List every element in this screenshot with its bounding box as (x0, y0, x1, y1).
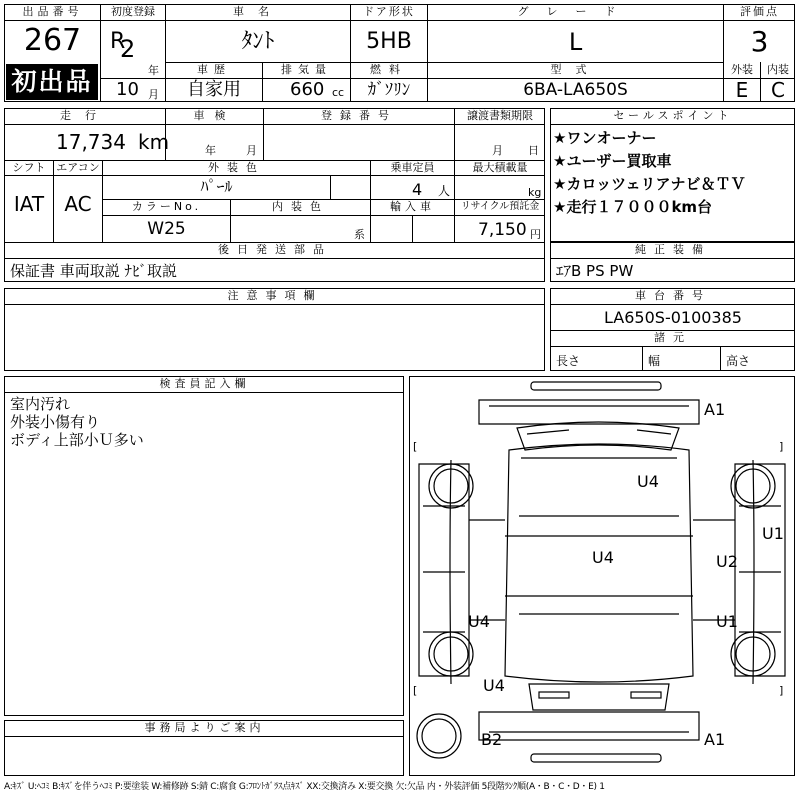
color-no-label: カラーNo. (131, 200, 202, 213)
displacement-value: 660 (290, 79, 325, 100)
mileage-label: 走行 (60, 109, 110, 122)
damage-mark: U4 (483, 676, 505, 695)
color-value: ﾊﾟｰﾙ (200, 177, 233, 196)
model-value: 6BA-LA650S (523, 80, 628, 100)
shift-label: シフト (12, 161, 46, 174)
mileage-unit: km (138, 130, 170, 154)
reg-month: 10 (116, 79, 139, 100)
capacity-label: 乗車定員 (390, 161, 435, 174)
inspection-year-unit: 年 (205, 144, 216, 157)
footer-legend: A:ｷｽﾞ U:ﾍｺﾐ B:ｷｽﾞを伴うﾍｺﾐ P:要塗装 W:補修跡 S:錆 C:腐食 G:ﾌﾛﾝﾄｶﾞﾗｽ点ｷｽﾞ XX:交換済み X:要交換 欠:欠品 内・外装評価 5段階ﾗﾝｸ順(A・B・C・D・E) 1 (4, 782, 605, 792)
damage-mark: A1 (704, 730, 726, 749)
era: R (110, 29, 126, 54)
ac-value: AC (64, 192, 92, 216)
docs-label: 後日発送部品 (218, 243, 332, 256)
history-label: 車歴 (197, 63, 231, 76)
inspector-note-line: 室内汚れ (10, 395, 71, 413)
width-label: 幅 (648, 354, 661, 368)
int-color-unit: 系 (354, 228, 365, 241)
equipment-label: 純正装備 (635, 243, 711, 256)
score-label: 評価点 (740, 5, 779, 18)
capacity-unit: 人 (438, 184, 451, 198)
inspector-label: 検査員記入欄 (159, 377, 250, 390)
exterior-grade: E (735, 78, 749, 102)
model-label: 型式 (550, 63, 601, 76)
grade-value: L (568, 28, 583, 56)
load-unit: kg (528, 186, 542, 199)
sales-points-label: セールスポイント (613, 109, 733, 122)
notes-label: 注意事項欄 (227, 289, 323, 302)
inspection-label: 車検 (193, 109, 236, 122)
ac-label: エアコン (56, 161, 100, 174)
reg-no-label: 登録番号 (321, 109, 397, 122)
grade-label: グレード (517, 5, 634, 18)
damage-mark: U2 (716, 552, 738, 571)
score-value: 3 (750, 25, 769, 58)
fuel-value: ｶﾞｿﾘﾝ (367, 80, 411, 100)
damage-mark: A1 (704, 400, 726, 419)
damage-mark: U4 (468, 612, 490, 631)
lot-number: 267 (23, 23, 82, 58)
damage-mark: U4 (592, 548, 614, 567)
transfer-month-unit: 月 (492, 144, 503, 157)
recycle-unit: 円 (530, 228, 541, 241)
sales-points-list (553, 127, 793, 219)
exterior-label: 外装 (731, 63, 753, 76)
shift-value: IAT (13, 192, 45, 216)
interior-grade: C (771, 78, 785, 102)
recycle-label: リサイクル預託金 (460, 201, 540, 212)
equipment-value: ｴｱB PS PW (556, 262, 634, 280)
interior-label: 内装 (767, 63, 789, 76)
office-label: 事務局よりご案内 (144, 721, 265, 734)
chassis-number: LA650S-0100385 (604, 308, 742, 327)
docs-value: 保証書 車両取説 ﾅﾋﾞ取説 (10, 262, 178, 280)
inspector-notes (10, 395, 400, 449)
sales-point-item: ★走行１７０００km台 (553, 198, 713, 216)
capacity-value: 4 (412, 180, 423, 199)
first-listing-text: 初出品 (11, 67, 93, 96)
door-label: ドア形状 (363, 5, 415, 18)
inspector-note-line: 外装小傷有り (10, 413, 101, 431)
damage-mark: U4 (637, 472, 659, 491)
damage-mark: U1 (716, 612, 738, 631)
transfer-day-unit: 日 (528, 144, 539, 157)
sales-point-item: ★ワンオーナー (553, 129, 657, 147)
damage-mark: U1 (762, 524, 784, 543)
svg-text:]: ] (779, 684, 784, 697)
fuel-label: 燃料 (370, 63, 408, 76)
chassis-label: 車台番号 (635, 289, 711, 302)
color-label: 外装色 (208, 161, 265, 174)
history-value: 自家用 (187, 79, 241, 100)
displacement-unit: cc (332, 86, 345, 99)
first-reg-label: 初度登録 (111, 5, 155, 18)
mileage-value: 17,734 (56, 130, 126, 154)
car-name: ﾀﾝﾄ (241, 29, 275, 54)
svg-text:[: [ (413, 684, 418, 697)
import-label: 輸入車 (390, 200, 435, 213)
year-unit: 年 (148, 64, 159, 77)
sales-point-item: ★カロッツェリアナビ＆ＴＶ (553, 175, 746, 193)
car-diagram (409, 376, 795, 776)
svg-text:]: ] (779, 440, 784, 453)
int-color-label: 内装色 (272, 200, 329, 213)
svg-text:[: [ (413, 440, 418, 453)
month-unit: 月 (148, 88, 159, 101)
height-label: 高さ (726, 354, 751, 368)
transfer-label: 譲渡書類期限 (467, 109, 533, 122)
displacement-label: 排気量 (281, 63, 332, 76)
load-label: 最大積載量 (472, 161, 528, 174)
damage-mark: B2 (481, 730, 503, 749)
car-name-label: 車名 (233, 5, 283, 18)
recycle-value: 7,150 (478, 220, 527, 240)
color-no-value: W25 (147, 219, 186, 239)
door-value: 5HB (366, 29, 412, 54)
reg-year: 2 (120, 35, 136, 63)
inspection-month-unit: 月 (246, 144, 257, 157)
inspector-note-line: ボディ上部小Ｕ多い (10, 431, 144, 449)
sales-point-item: ★ユーザー買取車 (553, 152, 672, 170)
dims-label: 諸元 (654, 331, 692, 344)
length-label: 長さ (556, 354, 581, 368)
lot-no-label: 出品番号 (22, 5, 83, 18)
